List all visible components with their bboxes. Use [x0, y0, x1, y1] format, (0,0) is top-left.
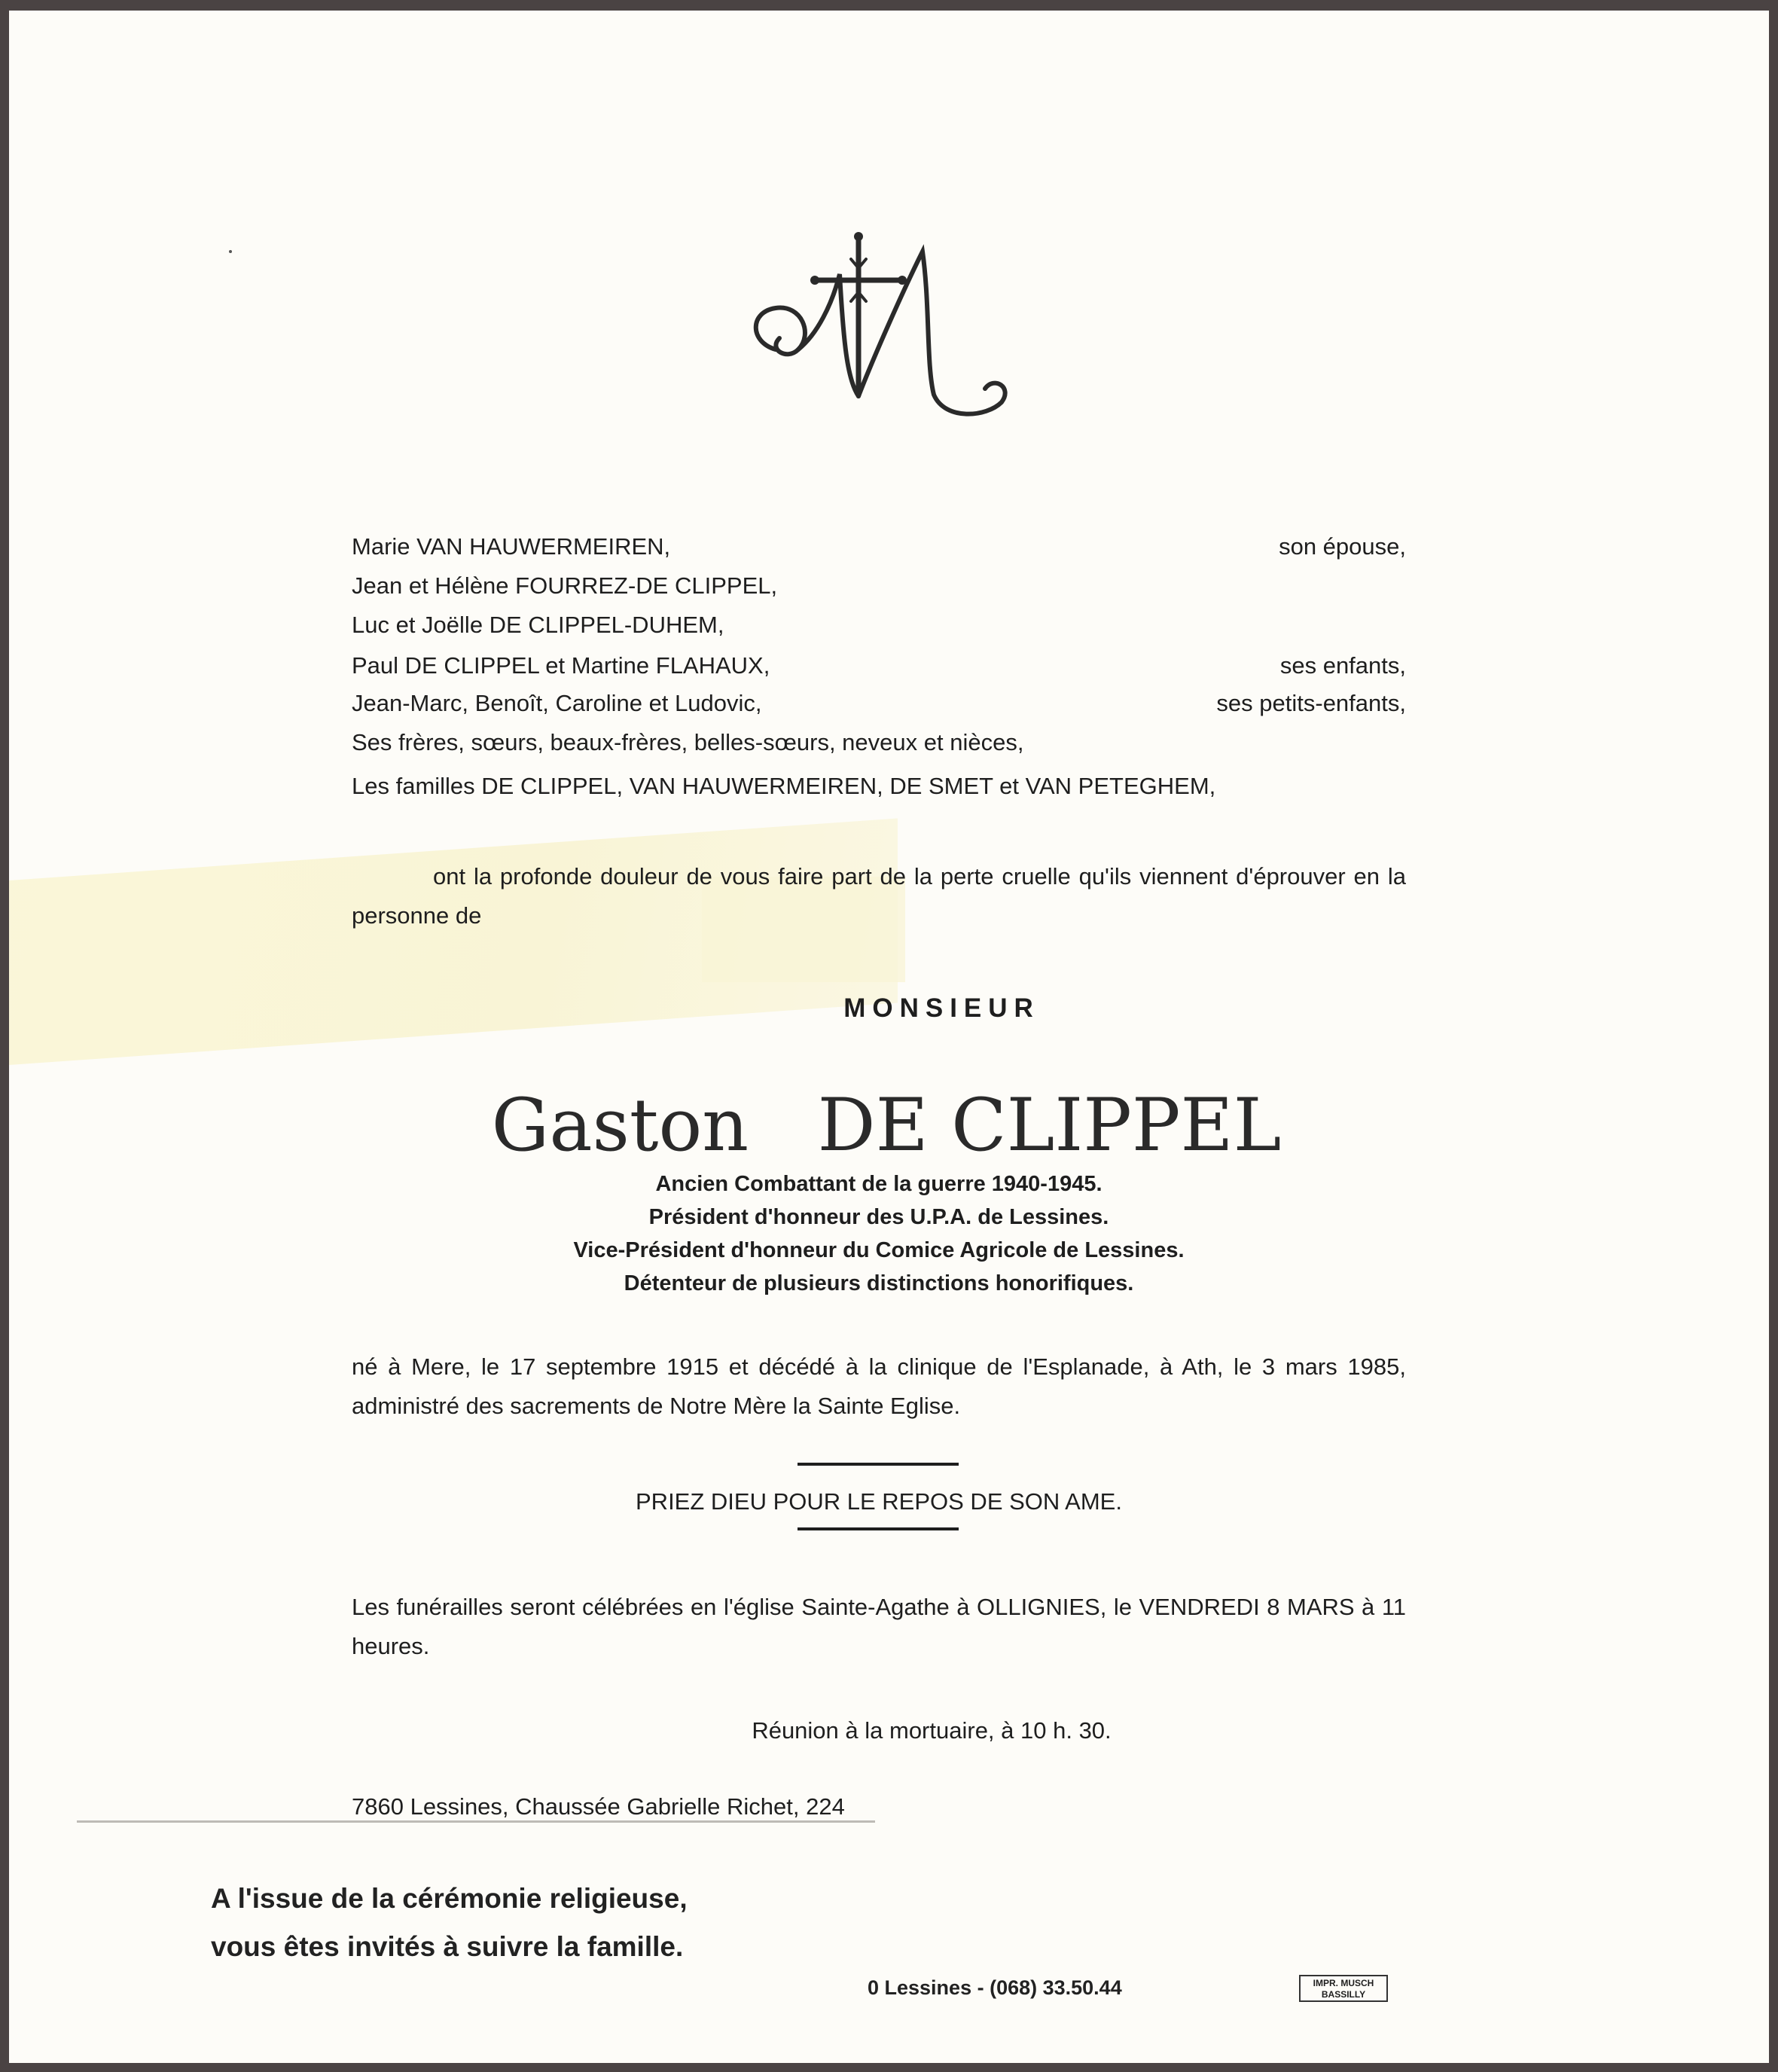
family-name: Luc et Joëlle DE CLIPPEL-DUHEM, [352, 612, 724, 638]
family-line-6 [352, 728, 1406, 758]
prayer-text: PRIEZ DIEU POUR LE REPOS DE SON AME. [636, 1488, 1122, 1515]
family-name: Jean-Marc, Benoît, Caroline et Ludovic, [352, 690, 762, 716]
family-relation: ses enfants, [1279, 652, 1406, 679]
honorary-titles [352, 1167, 1406, 1300]
reunion-text: Réunion à la mortuaire, à 10 h. 30. [752, 1717, 1112, 1744]
family-line-7 [352, 771, 1406, 801]
honorific: MONSIEUR [843, 993, 1040, 1023]
family-line-2 [352, 571, 1406, 601]
paper-speck [229, 250, 232, 253]
title-line: Détenteur de plusieurs distinctions honorifiques. [624, 1271, 1134, 1295]
printer-info: 0 Lessines - (068) 33.50.44 [868, 1976, 1122, 1999]
family-relation: son épouse, [1279, 533, 1406, 560]
stamp-line: BASSILLY [1321, 1989, 1366, 2000]
deceased-name [363, 1084, 1410, 1167]
title-line: Vice-Président d'honneur du Comice Agricole de Lessines. [573, 1238, 1185, 1262]
invitation-slip [211, 1875, 688, 1971]
divider-top [798, 1463, 959, 1466]
family-name: Jean et Hélène FOURREZ-DE CLIPPEL, [352, 572, 778, 599]
family-name: Marie VAN HAUWERMEIREN, [352, 533, 671, 560]
invite-line: A l'issue de la cérémonie religieuse, [211, 1883, 688, 1914]
title-line: Président d'honneur des U.P.A. de Lessines. [648, 1205, 1109, 1229]
family-line-3 [352, 610, 1406, 640]
invite-line: vous êtes invités à suivre la famille. [211, 1931, 684, 1962]
paper-fold-line [77, 1820, 875, 1823]
family-line-1 [352, 532, 1406, 562]
deceased-first-name: Gaston [491, 1083, 749, 1167]
family-name: Les familles DE CLIPPEL, VAN HAUWERMEIREN, DE SMET et VAN PETEGHEM, [352, 773, 1216, 799]
family-line-5 [352, 688, 1406, 719]
printer-stamp [1299, 1975, 1388, 2002]
announcement-text: ont la profonde douleur de vous faire part de la perte cruelle qu'ils viennent d'éprouver en la personne de [352, 863, 1406, 929]
deceased-last-name: DE CLIPPEL [817, 1083, 1282, 1167]
death-notice-card [9, 11, 1769, 2063]
family-line-4 [352, 651, 1406, 681]
stamp-line: IMPR. MUSCH [1313, 1978, 1374, 1988]
family-name: Paul DE CLIPPEL et Martine FLAHAUX, [352, 652, 770, 679]
family-relation: ses petits-enfants, [1216, 690, 1406, 716]
cross-monogram-icon [746, 229, 1017, 425]
funeral-text: Les funérailles seront célébrées en l'église Sainte-Agathe à OLLIGNIES, le VENDREDI 8 MARS à 11 heures. [352, 1594, 1406, 1659]
birth-death-text: né à Mere, le 17 septembre 1915 et décédé à la clinique de l'Esplanade, à Ath, le 3 mars 1985, administré des sacrements de Notre Mère la Sainte Eglise. [352, 1353, 1406, 1419]
divider-bottom [798, 1527, 959, 1530]
family-name: Ses frères, sœurs, beaux-frères, belles-sœurs, neveux et nièces, [352, 729, 1024, 755]
address-text: 7860 Lessines, Chaussée Gabrielle Richet, 224 [352, 1793, 845, 1820]
title-line: Ancien Combattant de la guerre 1940-1945. [655, 1172, 1102, 1196]
